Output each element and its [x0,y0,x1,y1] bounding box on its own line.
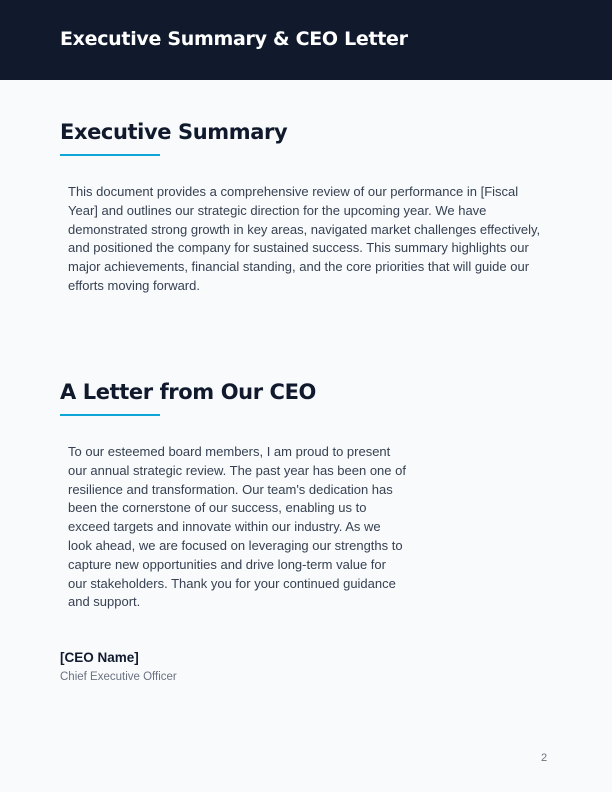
executive-summary-underline [60,154,160,156]
executive-summary-heading: Executive Summary [60,120,288,144]
ceo-letter-underline [60,414,160,416]
ceo-role: Chief Executive Officer [60,671,177,683]
page-number: 2 [541,752,548,764]
ceo-name: [CEO Name] [60,650,139,665]
ceo-letter-body: To our esteemed board members, I am proud to present our annual strategic review. The past year has been one of resilience and transformation. Our team's dedication has been the cornerstone of our success, enabling us to exceed targets and innovate within our industry. As we look ahead, we are focused on leveraging our strengths to capture new opportunities and drive long-term value for our stakeholders. Thank you for your continued guidance and support. [68,444,406,610]
header-title: Executive Summary & CEO Letter [60,28,408,50]
ceo-letter-heading: A Letter from Our CEO [60,380,316,404]
executive-summary-body: This document provides a comprehensive review of our performance in [Fiscal Year] and outlines our strategic direction for the upcoming year. We have demonstrated strong growth in key areas, navigated market challenges effectively, and positioned the company for sustained success. This summary highlights our major achievements, financial standing, and the core priorities that will guide our efforts moving forward. [68,184,541,293]
page-header [0,0,612,80]
